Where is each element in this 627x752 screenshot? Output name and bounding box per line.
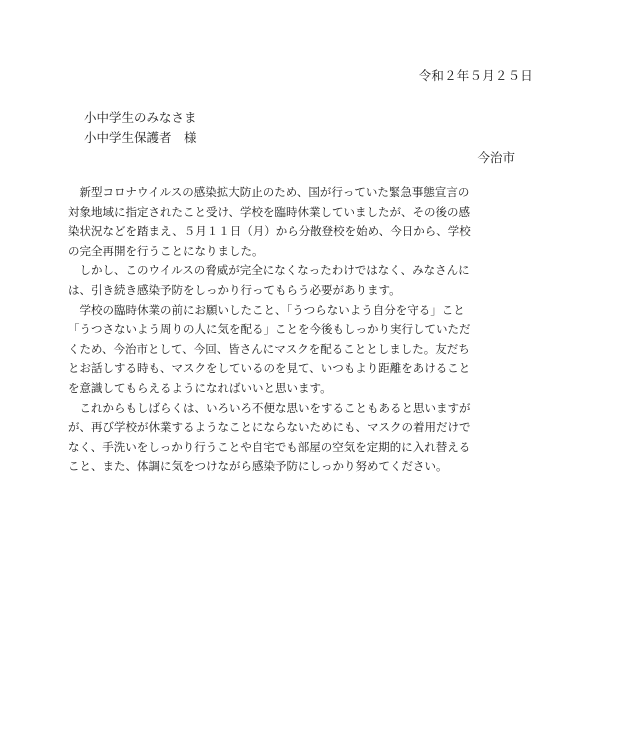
body-line: 「うつさないよう周りの人に気を配る」ことを今後もしっかり実行していただ <box>68 322 471 337</box>
body-line: 学校の臨時休業の前にお願いしたこと、「うつらないよう自分を守る」こと <box>68 302 465 317</box>
body-line: 新型コロナウイルスの感染拡大防止のため、国が行っていた緊急事態宣言の <box>68 185 470 199</box>
date-line: 令和２年５月２５日 <box>418 68 533 83</box>
sender-name: 今治市 <box>477 150 515 165</box>
body-line: これからもしばらくは、いろいろ不便な思いをすることもあると思いますが <box>68 400 471 415</box>
addressee-students: 小中学生のみなさま <box>84 110 197 125</box>
body-line: が、再び学校が休業するようなことにならないためにも、マスクの着用だけで <box>68 420 471 435</box>
body-line: くため、今治市として、今回、皆さんにマスクを配ることとしました。友だち <box>68 341 470 356</box>
letter-body <box>68 183 536 477</box>
body-line: は、引き続き感染予防をしっかり行ってもらう必要があります。 <box>68 282 401 297</box>
body-line: しかし、このウイルスの脅威が完全になくなったわけではなく、みなさんに <box>68 263 470 278</box>
body-line: なく、手洗いをしっかり行うことや自宅でも部屋の空気を定期的に入れ替える <box>68 439 471 454</box>
body-line: とお話しする時も、マスクをしているのを見て、いつもより距離をあけること <box>68 361 471 376</box>
body-line: の完全再開を行うことになりました。 <box>68 243 264 258</box>
body-line: を意識してもらえるようになればいいと思います。 <box>68 380 332 395</box>
addressee-guardians: 小中学生保護者 様 <box>84 130 197 145</box>
body-line: 対象地域に指定されたこと受け、学校を臨時休業していましたが、その後の感 <box>68 204 471 219</box>
body-line: 染状況などを踏まえ、５月１１日（月）から分散登校を始め、今日から、学校 <box>68 224 471 239</box>
body-line: こと、また、体調に気をつけながら感染予防にしっかり努めてください。 <box>68 459 448 474</box>
